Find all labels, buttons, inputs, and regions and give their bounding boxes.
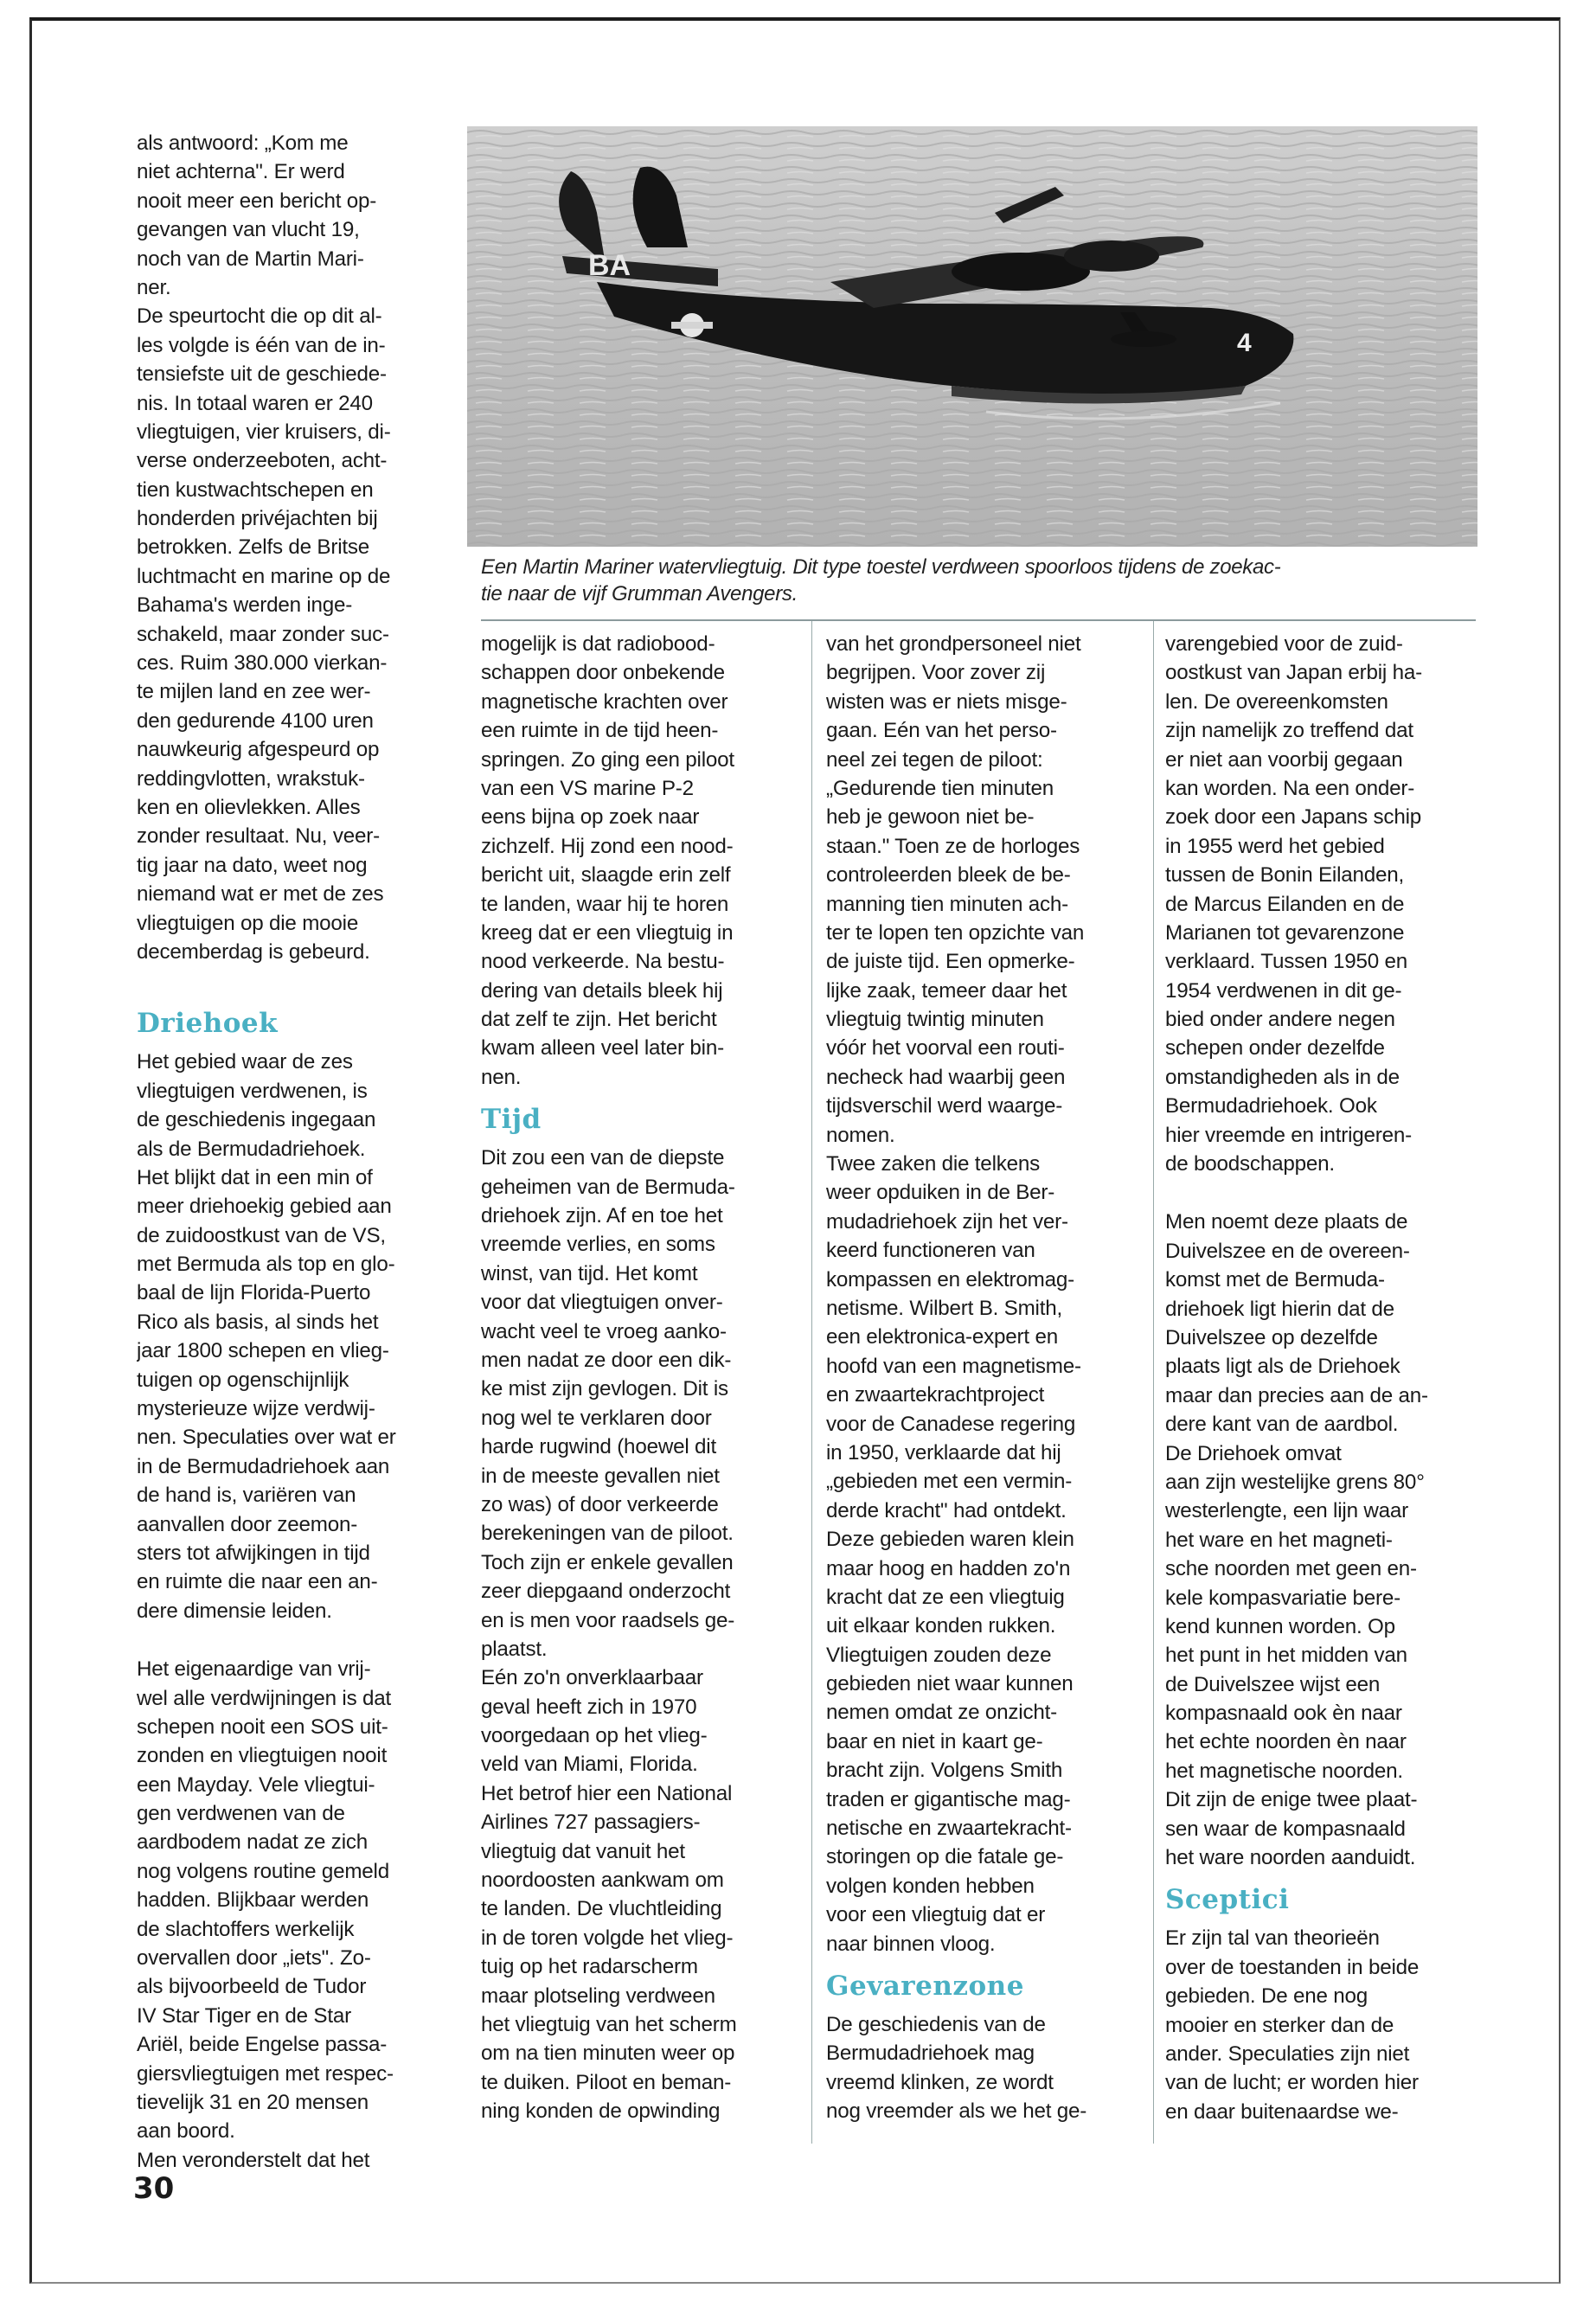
text-line: berekeningen van de piloot. <box>481 1522 734 1546</box>
text-line: aan boord. <box>137 2119 235 2144</box>
text-line: ces. Ruim 380.000 vierkan- <box>137 651 388 676</box>
text-line: vliegtuig twintig minuten <box>826 1008 1044 1032</box>
paragraph <box>1165 630 1477 1178</box>
text-line: het vliegtuig van het scherm <box>481 2012 737 2036</box>
text-line: Deze gebieden waren klein <box>826 1528 1074 1552</box>
text-line: Bermudadriehoek. Ook <box>1165 1094 1377 1118</box>
text-line: er niet aan voorbij gegaan <box>1165 747 1403 772</box>
text-line: en zwaartekrachtproject <box>826 1383 1045 1407</box>
section-heading-gevarenzone: Gevarenzone <box>826 1970 1024 2002</box>
text-line: weer opduiken in de Ber- <box>826 1181 1055 1205</box>
text-line: westerlengte, een lijn waar <box>1165 1499 1408 1523</box>
text-line: niemand wat er met de zes <box>137 882 384 907</box>
text-line: manning tien minuten ach- <box>826 892 1069 916</box>
caption-line: tie naar de vijf Grumman Avengers. <box>481 582 798 606</box>
text-line: en ruimte die naar een an- <box>137 1570 378 1594</box>
text-line: kend kunnen worden. Op <box>1165 1614 1395 1638</box>
text-line: niet achterna". Er werd <box>137 160 345 184</box>
text-line: het echte noorden èn naar <box>1165 1730 1407 1754</box>
text-line: voorgedaan op het vlieg- <box>481 1724 708 1748</box>
text-line: overvallen door „iets". Zo- <box>137 1946 371 1971</box>
text-line: voor een vliegtuig dat er <box>826 1903 1046 1927</box>
caption-line: Een Martin Mariner watervliegtuig. Dit type toestel verdween spoorloos tijdens de zoekac- <box>481 555 1281 579</box>
text-line: de boodschappen. <box>1165 1152 1335 1176</box>
text-line: verklaard. Tussen 1950 en <box>1165 950 1408 974</box>
text-line: tien kustwachtschepen en <box>137 478 374 502</box>
text-line: vliegtuigen, vier kruisers, di- <box>137 420 391 444</box>
column-divider <box>811 621 812 2144</box>
text-line: luchtmacht en marine op de <box>137 564 391 588</box>
text-line: noch van de Martin Mari- <box>137 247 364 271</box>
text-line: nooit meer een bericht op- <box>137 189 377 213</box>
text-line: nen. <box>481 1065 522 1089</box>
text-line: geval heeft zich in 1970 <box>481 1695 697 1719</box>
column-divider <box>1153 621 1154 2144</box>
text-line: aanvallen door zeemon- <box>137 1512 358 1536</box>
text-line: kreeg dat er een vliegtuig in <box>481 920 734 945</box>
text-line: het punt in het midden van <box>1165 1644 1407 1668</box>
text-line: bied onder andere negen <box>1165 1008 1395 1032</box>
text-line: men nadat ze door een dik- <box>481 1348 732 1372</box>
text-line: voor dat vliegtuigen onver- <box>481 1291 723 1315</box>
text-line: traden er gigantische mag- <box>826 1787 1071 1811</box>
text-line: Duivelszee en de overeen- <box>1165 1239 1410 1263</box>
text-line: jaar 1800 schepen en vlieg- <box>137 1339 389 1363</box>
text-line: lijke zaak, temeer daar het <box>826 978 1067 1003</box>
paragraph <box>1165 1924 1477 2126</box>
text-line: kan worden. Na een onder- <box>1165 776 1415 800</box>
text-line: Duivelszee op dezelfde <box>1165 1325 1378 1349</box>
text-line: mogelijk is dat radiobood- <box>481 632 715 656</box>
text-line: „gebieden met een vermin- <box>826 1470 1073 1494</box>
text-line: heb je gewoon niet be- <box>826 805 1035 830</box>
text-line: honderden privéjachten bij <box>137 507 378 531</box>
text-line: vliegtuig dat vanuit het <box>481 1839 685 1863</box>
text-line: staan." Toen ze de horloges <box>826 834 1080 858</box>
text-line: netisme. Wilbert B. Smith, <box>826 1296 1063 1320</box>
text-line: kwam alleen veel later bin- <box>481 1036 724 1061</box>
text-line: mooier en sterker dan de <box>1165 2013 1394 2037</box>
text-line: plaats ligt als de Driehoek <box>1165 1355 1401 1379</box>
text-line: gaan. Eén van het perso- <box>826 719 1057 743</box>
text-line: een Mayday. Vele vliegtui- <box>137 1772 375 1797</box>
text-line: te landen. De vluchtleiding <box>481 1897 722 1921</box>
text-line: bericht uit, slaagde erin zelf <box>481 863 731 888</box>
text-line: in de meeste gevallen niet <box>481 1464 720 1488</box>
text-line: ander. Speculaties zijn niet <box>1165 2041 1410 2066</box>
text-line: De geschiedenis van de <box>826 2012 1046 2036</box>
text-line: de slachtoffers werkelijk <box>137 1917 355 1941</box>
text-line: dere kant van de aardbol. <box>1165 1413 1399 1437</box>
text-line: Dit zijn de enige twee plaat- <box>1165 1788 1418 1812</box>
text-line: en is men voor raadsels ge- <box>481 1608 735 1632</box>
text-line: schepen onder dezelfde <box>1165 1036 1385 1061</box>
article-column-2 <box>481 630 792 2126</box>
text-line: volgen konden hebben <box>826 1874 1035 1898</box>
text-line: te landen, waar hij te horen <box>481 892 729 916</box>
text-line: uit elkaar konden rukken. <box>826 1614 1056 1638</box>
text-line: zo was) of door verkeerde <box>481 1492 719 1516</box>
text-line: driehoek zijn. Af en toe het <box>481 1204 723 1228</box>
text-line: dat zelf te zijn. Het bericht <box>481 1008 717 1032</box>
text-line: van het grondpersoneel niet <box>826 632 1081 656</box>
text-line: giersvliegtuigen met respec- <box>137 2061 394 2086</box>
text-line: maar plotseling verdween <box>481 1984 715 2008</box>
paragraph <box>826 2010 1138 2126</box>
text-line: van een VS marine P-2 <box>481 776 694 800</box>
text-line: tig jaar na dato, weet nog <box>137 853 368 877</box>
text-line: ken en olievlekken. Alles <box>137 795 361 819</box>
text-line: nen. Speculaties over wat er <box>137 1426 396 1450</box>
text-line: nog vreemder als we het ge- <box>826 2099 1087 2124</box>
text-line: schepen nooit een SOS uit- <box>137 1715 388 1739</box>
text-line: sters tot afwijkingen in tijd <box>137 1541 370 1565</box>
text-line: zichzelf. Hij zond een nood- <box>481 834 734 858</box>
text-line: zonden en vliegtuigen nooit <box>137 1744 388 1768</box>
text-line: nog volgens routine gemeld <box>137 1859 389 1883</box>
text-line: een elektronica-expert en <box>826 1325 1058 1349</box>
text-line: gebieden niet waar kunnen <box>826 1672 1074 1696</box>
text-line: Men noemt deze plaats de <box>1165 1210 1408 1234</box>
text-line: te mijlen land en zee wer- <box>137 680 371 704</box>
text-line: vreemde verlies, en soms <box>481 1233 715 1257</box>
text-line: nood verkeerde. Na bestu- <box>481 950 725 974</box>
text-line: naar binnen vloog. <box>826 1932 996 1956</box>
text-line: gen verdwenen van de <box>137 1802 345 1826</box>
text-line: Rico als basis, al sinds het <box>137 1310 379 1334</box>
seaplane-photo <box>467 126 1477 547</box>
text-line: plaatst. <box>481 1637 548 1661</box>
text-line: te duiken. Piloot en beman- <box>481 2070 732 2094</box>
text-line: „Gedurende tien minuten <box>826 776 1054 800</box>
text-line: decemberdag is gebeurd. <box>137 939 370 964</box>
text-line: derde kracht" had ontdekt. <box>826 1498 1067 1522</box>
text-line: schakeld, maar zonder suc- <box>137 622 389 646</box>
text-line: den gedurende 4100 uren <box>137 708 374 733</box>
text-line: kele kompasvariatie bere- <box>1165 1586 1401 1610</box>
text-line: de Marcus Eilanden en de <box>1165 892 1405 916</box>
section-heading-sceptici: Sceptici <box>1165 1884 1290 1916</box>
text-line: gevangen van vlucht 19, <box>137 218 360 242</box>
text-line: vliegtuigen op die mooie <box>137 911 359 935</box>
text-line: hadden. Blijkbaar werden <box>137 1888 369 1913</box>
text-line: nauwkeurig afgespeurd op <box>137 738 380 762</box>
text-line: Het blijkt dat in een min of <box>137 1165 373 1189</box>
text-line: zoek door een Japans schip <box>1165 805 1421 830</box>
text-line: IV Star Tiger en de Star <box>137 2003 351 2028</box>
text-line: les volgde is één van de in- <box>137 333 386 357</box>
text-line: de geschiedenis ingegaan <box>137 1108 376 1132</box>
section-heading-tijd: Tijd <box>481 1104 542 1136</box>
text-line: springen. Zo ging een piloot <box>481 747 734 772</box>
text-line: kracht dat ze een vliegtuig <box>826 1585 1065 1609</box>
paragraph <box>481 1144 792 2125</box>
text-line: Toch zijn er enkele gevallen <box>481 1550 734 1574</box>
text-line: wel alle verdwijningen is dat <box>137 1686 392 1710</box>
text-line: Twee zaken die telkens <box>826 1152 1041 1176</box>
text-line: keerd functioneren van <box>826 1239 1035 1263</box>
text-line: Airlines 727 passagiers- <box>481 1811 701 1835</box>
text-line: vóór het voorval een routi- <box>826 1036 1065 1061</box>
text-line: sen waar de kompasnaald <box>1165 1817 1406 1841</box>
text-line: winst, van tijd. Het komt <box>481 1261 698 1285</box>
text-line: dering van details bleek hij <box>481 978 723 1003</box>
paragraph <box>137 1048 458 1625</box>
text-line: zeer diepgaand onderzocht <box>481 1580 731 1604</box>
text-line: in 1955 werd het gebied <box>1165 834 1385 858</box>
paragraph <box>826 630 1138 1958</box>
text-line: Bermudadriehoek mag <box>826 2041 1035 2066</box>
text-line: als bijvoorbeeld de Tudor <box>137 1975 367 1999</box>
paragraph <box>137 1655 458 2175</box>
text-line: ter te lopen ten opzichte van <box>826 920 1085 945</box>
article-column-4 <box>1165 630 1477 2126</box>
text-line: De speurtocht die op dit al- <box>137 304 382 329</box>
text-line: varengebied voor de zuid- <box>1165 632 1403 656</box>
text-line: meer driehoekig gebied aan <box>137 1195 392 1219</box>
text-line: vliegtuigen verdwenen, is <box>137 1079 368 1103</box>
text-line: nemen omdat ze onzicht- <box>826 1701 1057 1725</box>
paragraph <box>137 129 458 966</box>
text-line: tensiefste uit de geschiede- <box>137 362 387 387</box>
text-line: neel zei tegen de piloot: <box>826 747 1043 772</box>
text-line: veld van Miami, Florida. <box>481 1753 698 1777</box>
nose-number: 4 <box>1237 329 1252 357</box>
text-line: eens bijna op zoek naar <box>481 805 700 830</box>
text-line: kompassen en elektromag- <box>826 1267 1074 1292</box>
article-column-3 <box>826 630 1138 2126</box>
text-line: Dit zou een van de diepste <box>481 1146 725 1170</box>
text-line: om na tien minuten weer op <box>481 2041 735 2066</box>
text-line: tuigen op ogenschijnlijk <box>137 1368 349 1392</box>
text-line: Het gebied waar de zes <box>137 1050 353 1074</box>
text-line: Marianen tot gevarenzone <box>1165 920 1405 945</box>
text-line: een ruimte in de tijd heen- <box>481 719 719 743</box>
text-line: maar hoog en hadden zo'n <box>826 1556 1071 1580</box>
text-line: tievelijk 31 en 20 mensen <box>137 2091 369 2114</box>
text-line: De Driehoek omvat <box>1165 1441 1342 1465</box>
text-line: het ware en het magneti- <box>1165 1528 1393 1552</box>
text-line: controleerden bleek de be- <box>826 863 1071 888</box>
text-line: als antwoord: „Kom me <box>137 131 349 155</box>
text-line: Men veronderstelt dat het <box>137 2148 370 2172</box>
text-line: Er zijn tal van theorieën <box>1165 1926 1380 1951</box>
text-line: vreemd klinken, ze wordt <box>826 2070 1054 2094</box>
text-line: de zuidoostkust van de VS, <box>137 1223 386 1247</box>
text-line: over de toestanden in beide <box>1165 1955 1420 1979</box>
text-line: hoofd van een magnetisme- <box>826 1354 1081 1378</box>
section-heading-driehoek: Driehoek <box>137 1008 279 1040</box>
text-line: voor de Canadese regering <box>826 1412 1076 1436</box>
text-line: necheck had waarbij geen <box>826 1065 1066 1089</box>
text-line: netische en zwaartekracht- <box>826 1817 1072 1841</box>
article-column-1 <box>137 129 458 2175</box>
text-line: aardbodem nadat ze zich <box>137 1830 369 1855</box>
paragraph <box>481 630 792 1092</box>
page-number: 30 <box>133 2171 175 2206</box>
text-line: reddingvlotten, wrakstuk- <box>137 766 365 791</box>
caption-divider <box>481 619 1476 621</box>
text-line: verse onderzeeboten, acht- <box>137 449 388 473</box>
text-line: noordoosten aankwam om <box>481 1868 724 1893</box>
text-line: tuig op het radarscherm <box>481 1955 698 1979</box>
text-line: nomen. <box>826 1123 895 1147</box>
text-line: Eén zo'n onverklaarbaar <box>481 1666 703 1690</box>
text-line: Ariël, beide Engelse passa- <box>137 2033 388 2057</box>
text-line: tussen de Bonin Eilanden, <box>1165 863 1405 888</box>
text-line: Het eigenaardige van vrij- <box>137 1657 371 1682</box>
text-line: storingen op die fatale ge- <box>826 1845 1064 1869</box>
text-line: Bahama's werden inge- <box>137 593 353 618</box>
text-line: wacht veel te vroeg aanko- <box>481 1319 727 1343</box>
text-line: betrokken. Zelfs de Britse <box>137 535 370 560</box>
text-line: ning konden de opwinding <box>481 2099 721 2124</box>
tail-marking: BA <box>588 249 631 282</box>
text-line: als de Bermudadriehoek. <box>137 1137 366 1161</box>
text-line: begrijpen. Voor zover zij <box>826 661 1046 685</box>
text-line: oostkust van Japan erbij ha- <box>1165 661 1422 685</box>
text-line: mysterieuze wijze verdwij- <box>137 1397 375 1421</box>
paragraph <box>1165 1208 1477 1872</box>
photo-caption <box>481 554 1484 607</box>
text-line: gebieden. De ene nog <box>1165 1984 1368 2009</box>
text-line: ner. <box>137 275 171 299</box>
text-line: komst met de Bermuda- <box>1165 1268 1385 1292</box>
text-line: van de lucht; er worden hier <box>1165 2071 1419 2095</box>
text-line: de juiste tijd. Een opmerke- <box>826 950 1075 974</box>
text-line: kompasnaald ook èn naar <box>1165 1702 1402 1726</box>
text-line: sche noorden met geen en- <box>1165 1557 1417 1581</box>
text-line: schappen door onbekende <box>481 661 725 685</box>
text-line: dere dimensie leiden. <box>137 1599 332 1623</box>
text-line: het magnetische noorden. <box>1165 1759 1403 1783</box>
text-line: wisten was er niets misge- <box>826 689 1067 714</box>
text-line: ke mist zijn gevlogen. Dit is <box>481 1377 728 1401</box>
text-line: aan zijn westelijke grens 80° <box>1165 1470 1425 1494</box>
text-line: bracht zijn. Volgens Smith <box>826 1759 1063 1783</box>
text-line: zonder resultaat. Nu, veer- <box>137 824 380 849</box>
text-line: baar en niet in kaart ge- <box>826 1729 1043 1753</box>
text-line: in 1950, verklaarde dat hij <box>826 1440 1061 1465</box>
text-line: magnetische krachten over <box>481 689 728 714</box>
text-line: hier vreemde en intrigeren- <box>1165 1123 1412 1147</box>
text-line: 1954 verdwenen in dit ge- <box>1165 978 1402 1003</box>
text-line: met Bermuda als top en glo- <box>137 1253 395 1277</box>
text-line: geheimen van de Bermuda- <box>481 1175 735 1199</box>
text-line: zijn namelijk zo treffend dat <box>1165 719 1413 743</box>
text-line: maar dan precies aan de an- <box>1165 1383 1428 1407</box>
text-line: Het betrof hier een National <box>481 1781 733 1805</box>
text-line: in de toren volgde het vlieg- <box>481 1926 734 1950</box>
text-line: nis. In totaal waren er 240 <box>137 391 373 415</box>
text-line: de hand is, variëren van <box>137 1484 356 1508</box>
text-line: len. De overeenkomsten <box>1165 689 1388 714</box>
text-line: tijdsverschil werd waarge- <box>826 1094 1063 1118</box>
text-line: mudadriehoek zijn het ver- <box>826 1209 1068 1234</box>
text-line: in de Bermudadriehoek aan <box>137 1454 390 1478</box>
text-line: Vliegtuigen zouden deze <box>826 1643 1052 1667</box>
text-line: omstandigheden als in de <box>1165 1065 1400 1089</box>
text-line: het ware noorden aanduidt. <box>1165 1846 1416 1870</box>
text-line: nog wel te verklaren door <box>481 1406 712 1430</box>
text-line: de Duivelszee wijst een <box>1165 1672 1381 1696</box>
text-line: baal de lijn Florida-Puerto <box>137 1281 371 1305</box>
text-line: driehoek ligt hierin dat de <box>1165 1297 1394 1321</box>
text-line: harde rugwind (hoewel dit <box>481 1435 716 1459</box>
text-line: en daar buitenaardse we- <box>1165 2099 1399 2124</box>
